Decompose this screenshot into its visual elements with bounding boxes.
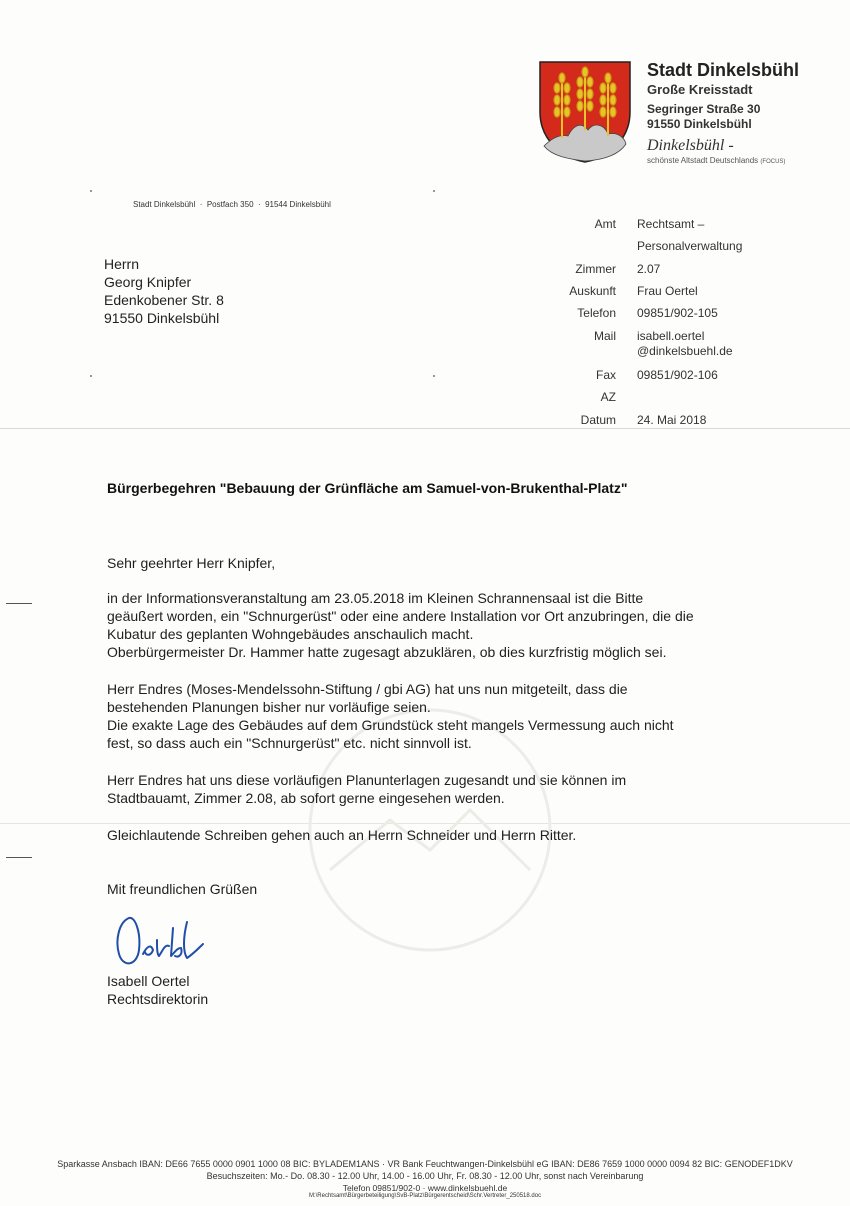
closing: Mit freundlichen Grüßen (107, 881, 258, 897)
footer-file-path: M:\Rechtsamt\Bürgerbeteiligung\SvB-Platz\Bürgerentscheid\Schr.Vertreter_250518.doc (308, 1193, 542, 1199)
signer-name: Isabell Oertel (107, 973, 190, 989)
info-value-datum: 24. Mai 2018 (637, 413, 707, 427)
info-value-telefon: 09851/902-105 (637, 306, 718, 320)
info-value-amt: Rechtsamt – (637, 217, 705, 231)
slogan-source: (FOCUS) (760, 159, 786, 165)
fold-line (0, 428, 850, 429)
city-subtitle: Große Kreisstadt (647, 82, 753, 97)
signer-title: Rechtsdirektorin (107, 991, 209, 1007)
paragraph-2-line-3: Die exakte Lage des Gebäudes auf dem Grundstück steht mangels Vermessung auch nicht (107, 717, 674, 733)
city-name: Stadt Dinkelsbühl (647, 60, 800, 80)
paragraph-1-line-3: Kubatur des geplanten Wohngebäudes anschaulich macht. (107, 626, 474, 642)
window-corner-mark (90, 375, 92, 377)
city-zip: 91550 Dinkelsbühl (647, 117, 752, 131)
info-value-auskunft: Frau Oertel (637, 284, 698, 298)
paragraph-1-line-1: in der Informationsveranstaltung am 23.05.2018 im Kleinen Schrannensaal ist die Bitte (107, 590, 644, 606)
paragraph-2-line-1: Herr Endres (Moses-Mendelssohn-Stiftung / gbi AG) hat uns nun mitgeteilt, dass die (107, 681, 628, 697)
footer-visiting-hours: Besuchszeiten: Mo.- Do. 08.30 - 12.00 Uhr, 14.00 - 16.00 Uhr, Fr. 08.30 - 12.00 Uhr, sonst nach Vereinbarung (206, 1171, 644, 1181)
punch-mark (6, 857, 32, 858)
info-label-telefon: Telefon (577, 306, 616, 320)
info-label-auskunft: Auskunft (569, 284, 616, 298)
window-corner-mark (90, 190, 92, 192)
info-value-mail: isabell.oertel (637, 329, 705, 343)
recipient-name: Georg Knipfer (104, 274, 192, 290)
recipient-zip-city: 91550 Dinkelsbühl (104, 310, 220, 326)
paragraph-2-line-2: bestehenden Planungen bisher nur vorläufige seien. (107, 699, 431, 715)
paragraph-2-line-4: fest, so dass auch ein "Schnurgerüst" etc. nicht sinnvoll ist. (107, 735, 472, 751)
paragraph-4: Gleichlautende Schreiben gehen auch an Herrn Schneider und Herrn Ritter. (107, 827, 577, 843)
fold-mark (6, 603, 32, 604)
city-slogan (647, 156, 785, 165)
footer-bank-details: Sparkasse Ansbach IBAN: DE66 7655 0000 0901 1000 08 BIC: BYLADEM1ANS · VR Bank Feuchtwangen-Dinkelsbühl eG IBAN: DE86 7659 1000 0000 0094 82 BIC: GENODEF1DKV (57, 1159, 793, 1169)
handwritten-signature (113, 910, 209, 972)
paragraph-1-line-4: Oberbürgermeister Dr. Hammer hatte zugesagt abzuklären, ob dies kurzfristig möglich sei. (107, 644, 667, 660)
info-label-az: AZ (600, 390, 616, 404)
info-value-zimmer: 2.07 (637, 262, 661, 276)
info-label-amt: Amt (594, 217, 616, 231)
city-crest-logo (538, 60, 632, 164)
slogan-text: schönste Altstadt Deutschlands (647, 156, 759, 165)
city-street: Segringer Straße 30 (647, 102, 761, 116)
greeting: Sehr geehrter Herr Knipfer, (107, 555, 276, 571)
window-corner-mark (433, 375, 435, 377)
info-label-datum: Datum (580, 413, 616, 427)
paragraph-1-line-2: geäußert worden, ein "Schnurgerüst" oder eine andere Installation vor Ort anzubringen, die die (107, 608, 694, 624)
paragraph-3-line-1: Herr Endres hat uns diese vorläufigen Planunterlagen zugesandt und sie können im (107, 772, 627, 788)
recipient-street: Edenkobener Str. 8 (104, 292, 224, 308)
recipient-salutation: Herrn (104, 256, 140, 272)
return-address: Stadt Dinkelsbühl · Postfach 350 · 91544 Dinkelsbühl (133, 200, 331, 209)
info-label-mail: Mail (593, 329, 616, 343)
info-label-zimmer: Zimmer (575, 262, 616, 276)
info-label-fax: Fax (595, 368, 616, 382)
city-script-name: Dinkelsbühl - (647, 137, 734, 154)
footer-contact: Telefon 09851/902-0 · www.dinkelsbuehl.de (342, 1183, 508, 1193)
window-corner-mark (433, 190, 435, 192)
info-value-amt-line2: Personalverwaltung (637, 239, 743, 253)
paragraph-3-line-2: Stadtbauamt, Zimmer 2.08, ab sofort gerne eingesehen werden. (107, 790, 505, 806)
letter-subject: Bürgerbegehren "Bebauung der Grünfläche am Samuel-von-Brukenthal-Platz" (107, 480, 628, 496)
info-value-mail-line2: @dinkelsbuehl.de (637, 344, 733, 358)
info-value-fax: 09851/902-106 (637, 368, 718, 382)
